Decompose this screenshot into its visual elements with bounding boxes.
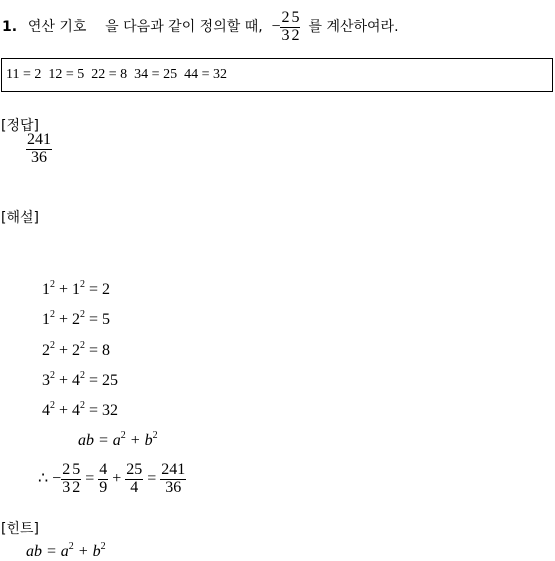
answer-value: [26, 132, 52, 167]
rule-plus: + b: [125, 432, 153, 449]
denominator: 2: [72, 478, 81, 496]
therefore-symbol: ∴ −: [38, 469, 62, 487]
rule-lhs: ab: [78, 432, 94, 449]
term: 1: [42, 311, 50, 328]
problem-statement: [2, 10, 399, 45]
numerator: 241: [161, 461, 186, 478]
solution-final: [38, 462, 186, 497]
term: 2: [72, 342, 81, 359]
term: 2: [42, 342, 50, 359]
exponent: 2: [152, 430, 158, 441]
term: 1: [72, 281, 81, 298]
hint-rule: [26, 543, 106, 561]
numerator: 5: [291, 9, 300, 26]
term: 1: [42, 281, 50, 298]
denominator: 3: [281, 26, 290, 44]
exponent: 2: [100, 541, 106, 552]
term: 4: [72, 372, 81, 389]
solution-line: $2^2 + 2^2 = 8$: [42, 340, 111, 359]
rule-eq: = a: [98, 432, 121, 449]
problem-expression: [271, 9, 304, 44]
denominator: 4: [130, 478, 139, 496]
result: = 5: [89, 311, 111, 328]
numerator: 2: [62, 461, 71, 478]
minus-sign: −: [271, 17, 281, 35]
hint-label: [힌트]: [1, 521, 39, 537]
fraction: [125, 462, 143, 497]
problem-number: 1.: [2, 18, 18, 35]
numerator: 241: [27, 131, 51, 148]
plus-sign: +: [112, 469, 122, 487]
term: 2: [72, 311, 81, 328]
numerator: 25: [126, 461, 143, 478]
definition-values: 11 = 2 12 = 5 22 = 8 34 = 25 44 = 32: [6, 67, 227, 82]
fraction: [160, 462, 186, 497]
solution-line: $4^2 + 4^2 = 32$: [42, 400, 119, 419]
term: 4: [72, 402, 81, 419]
solution-line: $1^2 + 1^2 = 2$: [42, 279, 111, 298]
rule-lhs: ab: [26, 543, 42, 560]
fraction: [98, 462, 108, 497]
rule-eq: = a: [46, 543, 69, 560]
numerator: 4: [99, 461, 108, 478]
result: = 2: [89, 281, 111, 298]
numerator: 2: [281, 9, 290, 26]
denominator: 36: [165, 478, 182, 496]
fraction: [61, 462, 71, 497]
fraction: [26, 132, 52, 167]
problem-text-a: 연산 기호: [27, 18, 87, 35]
denominator: 36: [31, 148, 47, 166]
exponent: 2: [120, 430, 126, 441]
fraction: [280, 10, 290, 45]
result: = 8: [89, 342, 111, 359]
solution-label: [해설]: [1, 210, 39, 226]
term: 4: [42, 402, 50, 419]
answer-label: [정답]: [1, 118, 39, 134]
equals-sign: =: [147, 469, 157, 487]
fraction: [290, 10, 300, 45]
term: 3: [42, 372, 50, 389]
result: = 32: [89, 402, 119, 419]
problem-text-c: 를 계산하여라.: [308, 18, 399, 35]
denominator: 2: [291, 26, 300, 44]
fraction: [71, 462, 81, 497]
result: = 25: [89, 372, 119, 389]
denominator: 9: [99, 478, 108, 496]
solution-line: $1^2 + 2^2 = 5$: [42, 309, 111, 328]
numerator: 5: [72, 461, 81, 478]
rule-plus: + b: [73, 543, 101, 560]
solution-rule: [78, 432, 158, 450]
solution-line: $3^2 + 4^2 = 25$: [42, 370, 119, 389]
problem-text-b: 을 다음과 같이 정의할 때,: [105, 18, 263, 35]
equals-sign: =: [85, 469, 95, 487]
denominator: 3: [62, 478, 71, 496]
exponent: 2: [68, 541, 74, 552]
